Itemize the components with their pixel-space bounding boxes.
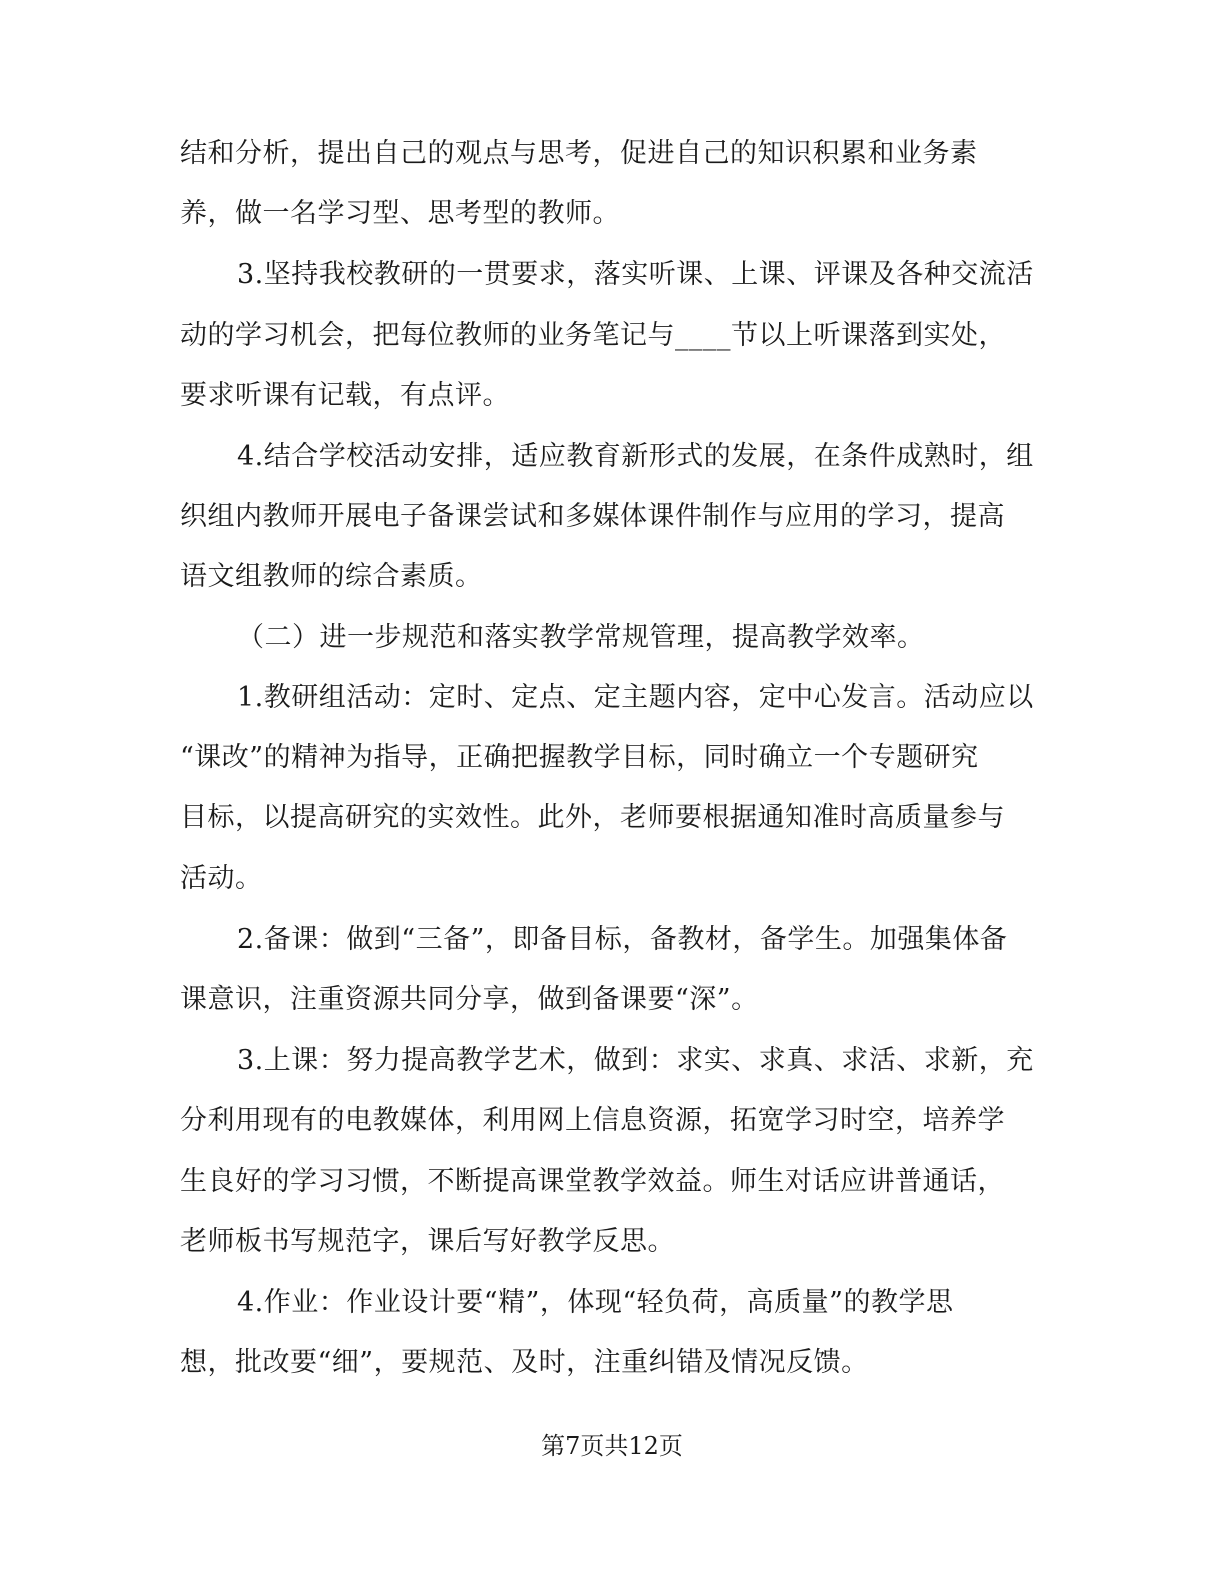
text-line-7: 织组内教师开展电子备课尝试和多媒体课件制作与应用的学习，提高 <box>180 501 1005 532</box>
text-line-19: 老师板书写规范字，课后写好教学反思。 <box>180 1226 675 1257</box>
text-line-18: 生良好的学习习惯，不断提高课堂教学效益。师生对话应讲普通话， <box>180 1166 1005 1197</box>
text-line-5: 要求听课有记载，有点评。 <box>180 380 510 411</box>
text-line-13: 活动。 <box>180 863 263 894</box>
text-line-11: “课改”的精神为指导，正确把握教学目标，同时确立一个专题研究 <box>180 742 979 773</box>
section-heading: （二）进一步规范和落实教学常规管理，提高教学效率。 <box>237 622 925 653</box>
text-line-20: 4.作业：作业设计要“精”，体现“轻负荷，高质量”的教学思 <box>237 1287 954 1318</box>
text-line-21: 想，批改要“细”，要规范、及时，注重纠错及情况反馈。 <box>180 1347 869 1378</box>
text-line-16: 3.上课：努力提高教学艺术，做到：求实、求真、求活、求新，充 <box>237 1045 1034 1076</box>
text-line-3: 3.坚持我校教研的一贯要求，落实听课、上课、评课及各种交流活 <box>237 259 1034 290</box>
text-line-12: 目标，以提高研究的实效性。此外，老师要根据通知准时高质量参与 <box>180 802 1005 833</box>
text-line-14: 2.备课：做到“三备”，即备目标，备教材，备学生。加强集体备 <box>237 924 1008 955</box>
text-line-17: 分利用现有的电教媒体，利用网上信息资源，拓宽学习时空，培养学 <box>180 1105 1005 1136</box>
text-line-10: 1.教研组活动：定时、定点、定主题内容，定中心发言。活动应以 <box>237 682 1034 713</box>
text-line-6: 4.结合学校活动安排，适应教育新形式的发展，在条件成熟时，组 <box>237 441 1034 472</box>
text-line-15: 课意识，注重资源共同分享，做到备课要“深”。 <box>180 984 759 1015</box>
page-footer: 第7页共12页 <box>541 1432 683 1460</box>
text-line-1: 结和分析，提出自己的观点与思考，促进自己的知识积累和业务素 <box>180 138 978 169</box>
text-line-8: 语文组教师的综合素质。 <box>180 561 483 592</box>
text-line-2: 养，做一名学习型、思考型的教师。 <box>180 198 620 229</box>
text-line-4: 动的学习机会，把每位教师的业务笔记与____节以上听课落到实处， <box>180 320 1006 351</box>
